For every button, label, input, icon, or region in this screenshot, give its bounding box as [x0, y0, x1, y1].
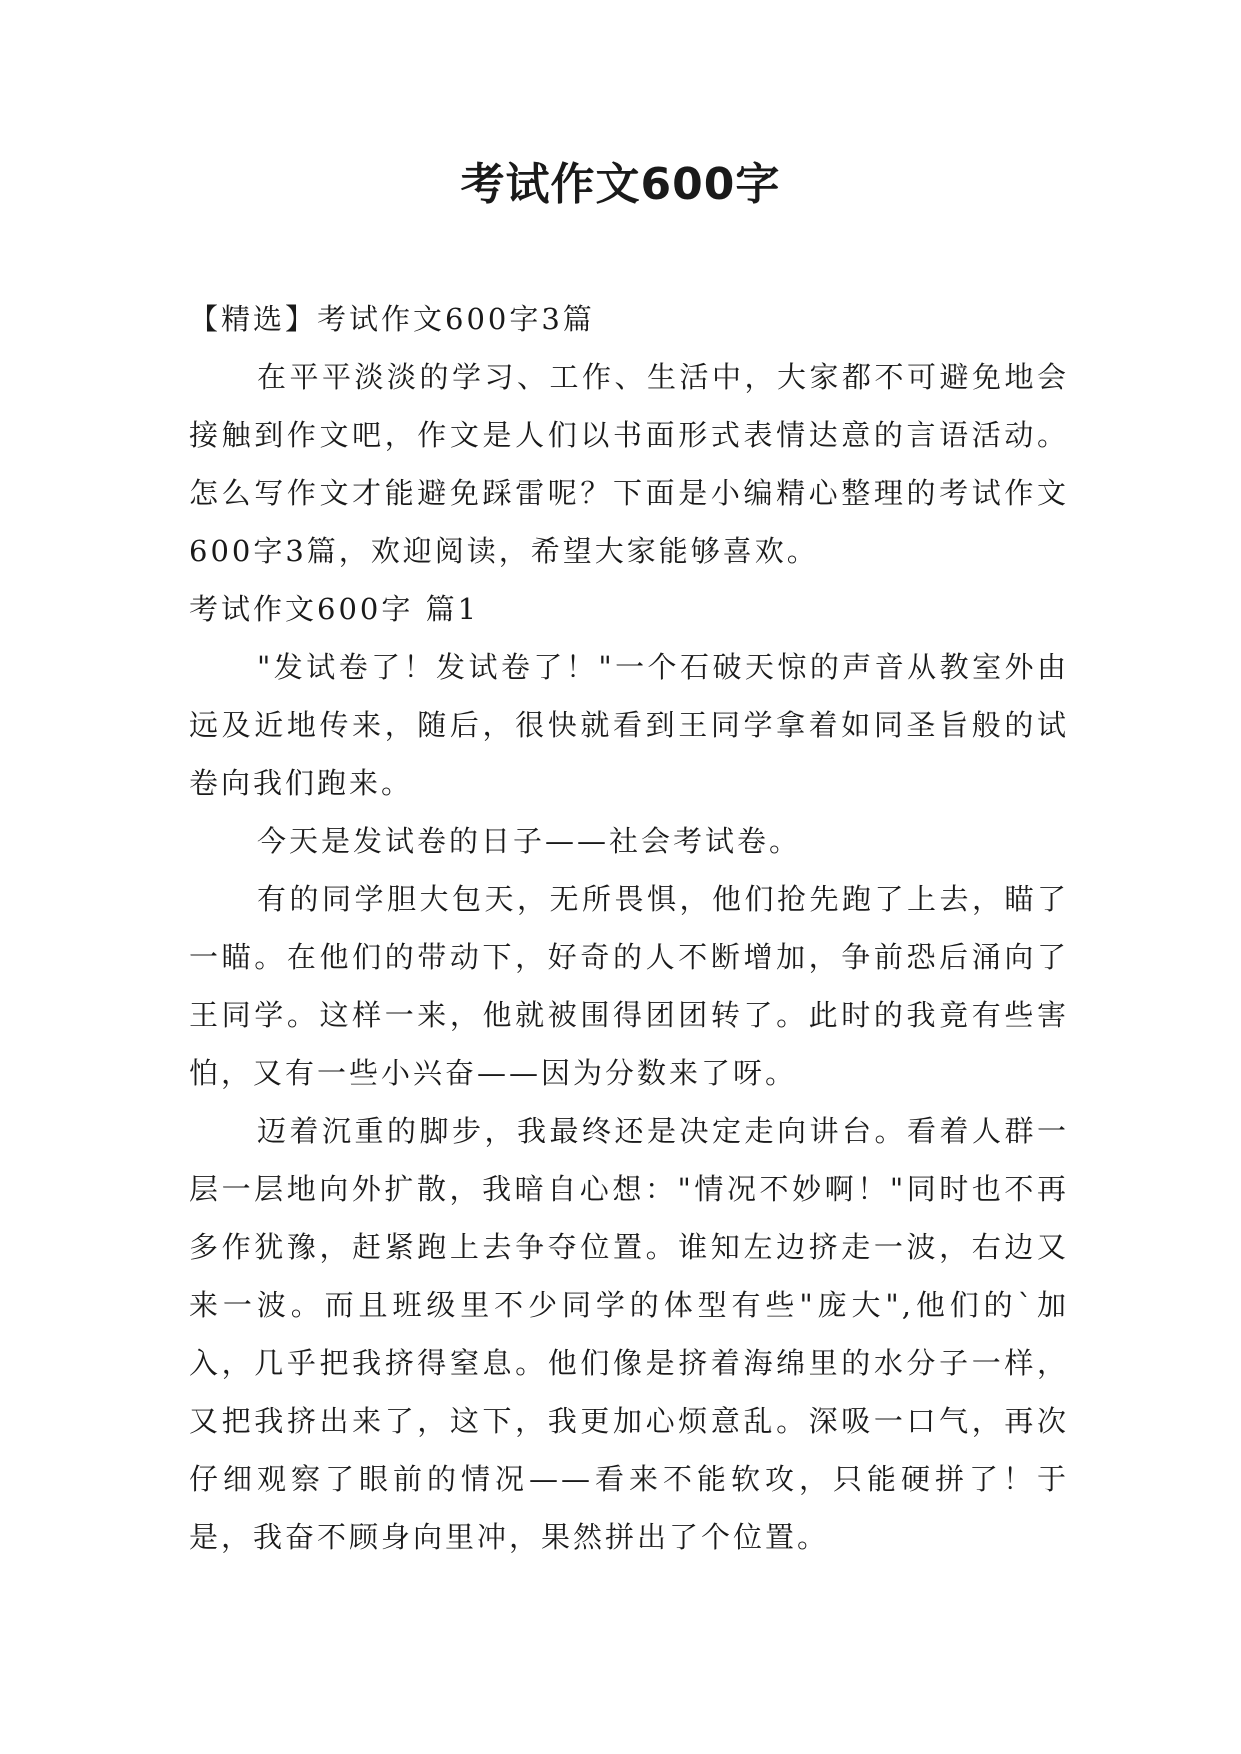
document-title: 考试作文600字 [460, 159, 781, 210]
intro-paragraph: 在平平淡淡的学习、工作、生活中，大家都不可避免地会接触到作文吧，作文是人们以书面形式表情达意的言语活动。怎么写作文才能避免踩雷呢？下面是小编精心整理的考试作文600字3篇，欢迎阅读，希望大家能够喜欢。 [189, 360, 1069, 568]
section-heading-1: 考试作文600字 篇1 [189, 592, 480, 626]
body-paragraph: 有的同学胆大包天，无所畏惧，他们抢先跑了上去，瞄了一瞄。在他们的带动下，好奇的人不断增加，争前恐后涌向了王同学。这样一来，他就被围得团团转了。此时的我竟有些害怕，又有一些小兴奋——因为分数来了呀。 [189, 882, 1069, 1090]
body-paragraph: 今天是发试卷的日子——社会考试卷。 [257, 824, 802, 858]
intro-heading: 【精选】考试作文600字3篇 [189, 302, 595, 336]
body-paragraph: "发试卷了！发试卷了！"一个石破天惊的声音从教室外由远及近地传来，随后，很快就看到王同学拿着如同圣旨般的试卷向我们跑来。 [189, 650, 1069, 800]
document-body [189, 290, 1069, 1566]
body-paragraph: 迈着沉重的脚步，我最终还是决定走向讲台。看着人群一层一层地向外扩散，我暗自心想："情况不妙啊！"同时也不再多作犹豫，赶紧跑上去争夺位置。谁知左边挤走一波，右边又来一波。而且班级里不少同学的体型有些"庞大",他们的`加入，几乎把我挤得窒息。他们像是挤着海绵里的水分子一样，又把我挤出来了，这下，我更加心烦意乱。深吸一口气，再次仔细观察了眼前的情况——看来不能软攻，只能硬拼了！于是，我奋不顾身向里冲，果然拼出了个位置。 [189, 1114, 1069, 1554]
